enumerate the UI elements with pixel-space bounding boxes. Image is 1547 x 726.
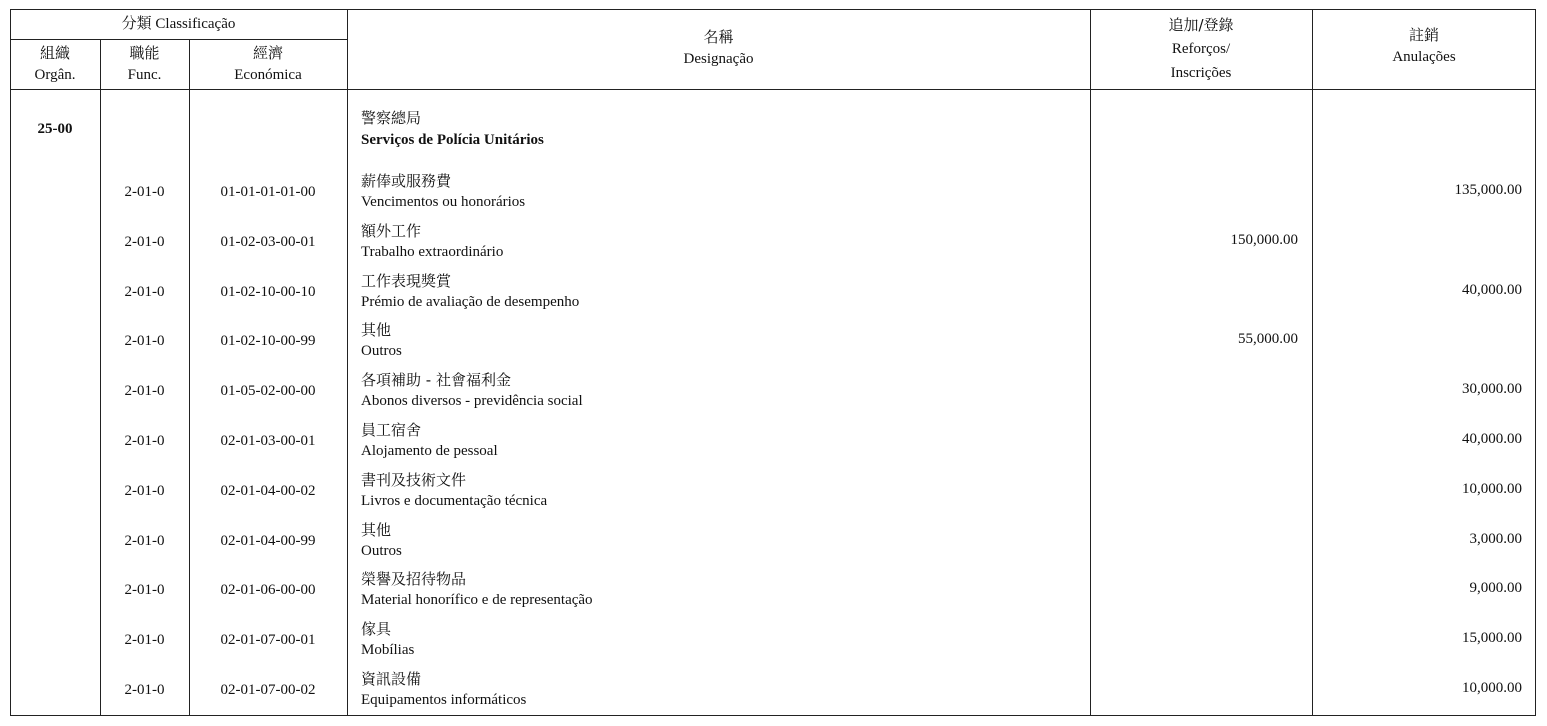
row-func-code: 2-01-0 (124, 184, 165, 200)
row-designation-pt: Outros (361, 343, 402, 360)
row-anulacao-value: 40,000.00 (1462, 431, 1522, 447)
header-designation: 名稱 Designação (683, 28, 754, 67)
row-func-code: 2-01-0 (124, 532, 165, 549)
row-econ-code: 01-02-10-00-99 (220, 333, 316, 350)
row-econ-code: 01-05-02-00-00 (220, 383, 316, 400)
row-econ-code: 01-02-03-00-01 (220, 233, 316, 250)
row-func-code: 2-01-0 (124, 283, 165, 300)
row-anulacao-value: 15,000.00 (1462, 630, 1522, 647)
row-anulacao-value: 135,000.00 (1454, 182, 1522, 198)
row-func-code: 2-01-0 (124, 383, 165, 400)
row-econ-code: 02-01-06-00-00 (220, 582, 316, 599)
row-designation-zh: 榮譽及招待物品 (361, 570, 467, 589)
row-designation-pt: Abonos diversos - previdência social (361, 393, 583, 410)
row-func-code: 2-01-0 (124, 333, 165, 350)
row-econ-code: 01-01-01-01-00 (220, 184, 316, 200)
header-func: 職能 Func. (127, 44, 162, 83)
row-anulacao-value: 40,000.00 (1462, 281, 1522, 298)
row-anulacao-value: 3,000.00 (1469, 530, 1522, 547)
row-func-code: 2-01-0 (124, 582, 165, 599)
row-designation-zh: 薪俸或服務費 (361, 172, 452, 190)
col-divider-designation (1090, 9, 1091, 716)
organ-name-zh: 警察總局 (361, 109, 422, 127)
row-func-code: 2-01-0 (124, 632, 165, 649)
row-designation-zh: 傢具 (361, 620, 392, 639)
row-econ-code: 02-01-07-00-02 (220, 682, 316, 698)
row-econ-code: 02-01-04-00-99 (220, 532, 316, 549)
header-bottom-line (10, 89, 1536, 90)
row-designation-zh: 員工宿舍 (361, 421, 422, 439)
row-designation-zh: 額外工作 (361, 221, 422, 240)
row-designation-pt: Outros (361, 542, 402, 559)
row-designation-pt: Livros e documentação técnica (361, 492, 548, 509)
row-designation-zh: 書刊及技術文件 (361, 470, 467, 489)
row-econ-code: 01-02-10-00-10 (220, 283, 316, 300)
row-reforco-value: 55,000.00 (1238, 331, 1298, 348)
row-designation-pt: Vencimentos ou honorários (361, 194, 526, 210)
col-divider-func (189, 39, 190, 716)
col-divider-reforco (1312, 9, 1313, 716)
header-econ: 經濟 Económica (234, 44, 302, 83)
row-designation-pt: Alojamento de pessoal (361, 443, 498, 459)
row-reforco-value: 150,000.00 (1230, 231, 1298, 248)
row-econ-code: 02-01-03-00-01 (220, 433, 316, 449)
row-designation-zh: 各項補助 - 社會福利金 (361, 371, 511, 390)
col-divider-econ (347, 9, 348, 716)
row-func-code: 2-01-0 (124, 433, 165, 449)
row-designation-zh: 資訊設備 (361, 670, 422, 688)
header-organ: 組織 Orgân. (34, 44, 76, 83)
row-econ-code: 02-01-07-00-01 (220, 632, 316, 649)
row-designation-zh: 其他 (361, 520, 392, 539)
row-func-code: 2-01-0 (124, 482, 165, 499)
row-designation-pt: Equipamentos informáticos (361, 692, 527, 708)
row-anulacao-value: 10,000.00 (1462, 480, 1522, 497)
row-designation-pt: Trabalho extraordinário (361, 243, 504, 260)
header-reforco: 追加/登錄 Reforços/ Inscrições (1168, 16, 1234, 81)
organ-code: 25-00 (37, 121, 73, 137)
organ-name-pt: Serviços de Polícia Unitários (361, 132, 544, 148)
row-designation-pt: Material honorífico e de representação (361, 592, 593, 609)
header-classification: 分類 Classificação (121, 16, 236, 32)
row-anulacao-value: 9,000.00 (1469, 580, 1522, 597)
row-func-code: 2-01-0 (124, 233, 165, 250)
row-anulacao-value: 30,000.00 (1462, 381, 1522, 398)
col-divider-organ (100, 39, 101, 716)
table-frame (10, 9, 1536, 716)
row-anulacao-value: 10,000.00 (1462, 680, 1522, 696)
row-designation-zh: 工作表現獎賞 (361, 271, 452, 290)
classification-underline (10, 39, 347, 40)
row-designation-pt: Prémio de avaliação de desempenho (361, 293, 580, 310)
row-econ-code: 02-01-04-00-02 (220, 482, 316, 499)
header-anulacao: 註銷 Anulações (1392, 26, 1456, 65)
row-designation-pt: Mobílias (361, 642, 415, 659)
row-designation-zh: 其他 (361, 321, 392, 340)
row-func-code: 2-01-0 (124, 682, 165, 698)
